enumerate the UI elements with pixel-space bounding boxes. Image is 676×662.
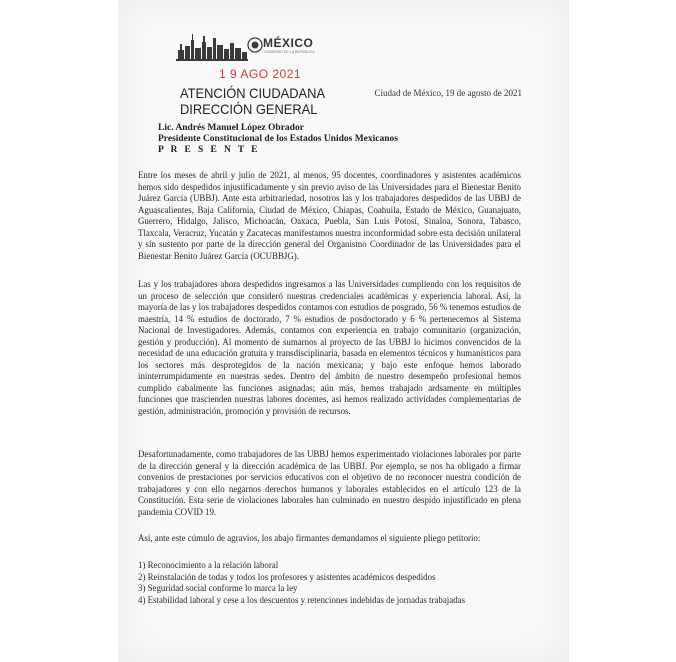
letter-document [118, 0, 569, 662]
addressee-title: Presidente Constitucional de los Estados Unidos Mexicanos [158, 134, 398, 144]
paragraph-credentials: Las y los trabajadores ahora despedidos ingresamos a las Universidades cumpliendo con los requisitos de un proceso de selección que consideró nuestras credenciales académicas y experiencia laboral. Así, la mayoría de las y los trabajadores despedidos contamos con estudios de posgrado, 56 % tenemos estudios de maestría, 14 % estudios de doctorado, 7 % estudios de posdoctorado y 6 % pertenecemos al Sistema Nacional de Investigadores. Además, contamos con experiencia en trabajo comunitario (organización, gestión y producción). Al momento de sumarnos al proyecto de las UBBJ lo hicimos convencidos de la necesidad de una educación gratuita y transdisciplinaria, basada en elementos técnicos y humanísticos para los sectores más desprotegidos de la nación mexicana; y bajo este enfoque hemos laborado ininterrumpidamente en nuestras sedes. Dentro del ámbito de nuestro desempeño profesional hemos cumplido cabalmente las funciones asignadas; aún más, hemos trabajado ardsamente en múltiples funciones que trascienden nuestras labores docentes, así hemos realizado actividades complementarias de gestión, administración, promoción y provisión de recursos. [138, 279, 521, 417]
demand-item: 2) Reinstalación de todas y todos los profesores y asistentes académicos despedidos [138, 571, 436, 582]
demands-list [138, 560, 465, 607]
gobierno-logo [176, 28, 326, 62]
demand-item: 4) Estabilidad laboral y cese a los descuentos y retenciones indebidas de jornadas trabajadas [138, 595, 466, 606]
page-margin-right [569, 0, 676, 662]
received-stamp-department: DIRECCIÓN GENERAL [180, 101, 318, 117]
paragraph-violations: Desafortunadamente, como trabajadores de las UBBJ hemos experimentado violaciones laborales por parte de la dirección general y la dirección académica de las UBBJ. Por ejemplo, se nos ha obligado a firmar convenios de prestaciones por servicios educativos con el objetivo de no reconocer nuestra condición de trabajadores y con ello negarnos derechos humanos y laborales establecidos en el artículo 123 de la Constitución. Esta serie de violaciones laborales han culminado en nuestro despido injustificado en plena pandemia COVID 19. [138, 449, 521, 517]
page-margin-left [0, 0, 118, 662]
demand-item: 3) Seguridad social conforme lo marca la ley [138, 583, 298, 594]
addressee-salutation: P R E S E N T E [158, 145, 260, 155]
addressee-name: Lic. Andrés Manuel López Obrador [158, 123, 304, 133]
logo-title: MÉXICO [263, 36, 314, 50]
demand-item: 1) Reconocimiento a la relación laboral [138, 560, 279, 570]
paragraph-dismissals: Entre los meses de abril y julio de 2021, al menos, 95 docentes, coordinadores y asistentes académicos hemos sido despedidos injustificadamente y sin previo aviso de las Universidades para el Bienestar Benito Juárez García (UBBJ). Ante esta arbitrariedad, nosotros las y los trabajadores despedidos de las UBBJ de Aguascalientes, Baja California, Ciudad de México, Chiapas, Coahuila, Estado de México, Guanajuato, Guerrero, Hidalgo, Jalisco, Michoacán, Oaxaca, Puebla, San Luis Potosí, Sinaloa, Sonora, Tabasco, Tlaxcala, Veracruz, Yucatán y Zacatecas manifestamos nuestra inconformidad sobre esta decisión unilateral y sin sustento por parte de la dirección general del Organismo Coordinador de las Universidades para el Bienestar Benito Juárez García (OCUBBJG). [138, 170, 521, 261]
addressee-block [158, 123, 398, 156]
received-stamp-office: ATENCIÓN CIUDADANA [180, 85, 326, 101]
received-stamp-date: 1 9 AGO 2021 [219, 67, 302, 81]
paragraph-petition-intro: Así, ante este cúmulo de agravios, los abajo firmantes demandamos el siguiente pliego petitorio: [138, 533, 481, 543]
letter-place-date: Ciudad de México, 19 de agosto de 2021 [374, 88, 522, 98]
logo-subtitle: GOBIERNO DE LA REPÚBLICA [264, 50, 315, 54]
